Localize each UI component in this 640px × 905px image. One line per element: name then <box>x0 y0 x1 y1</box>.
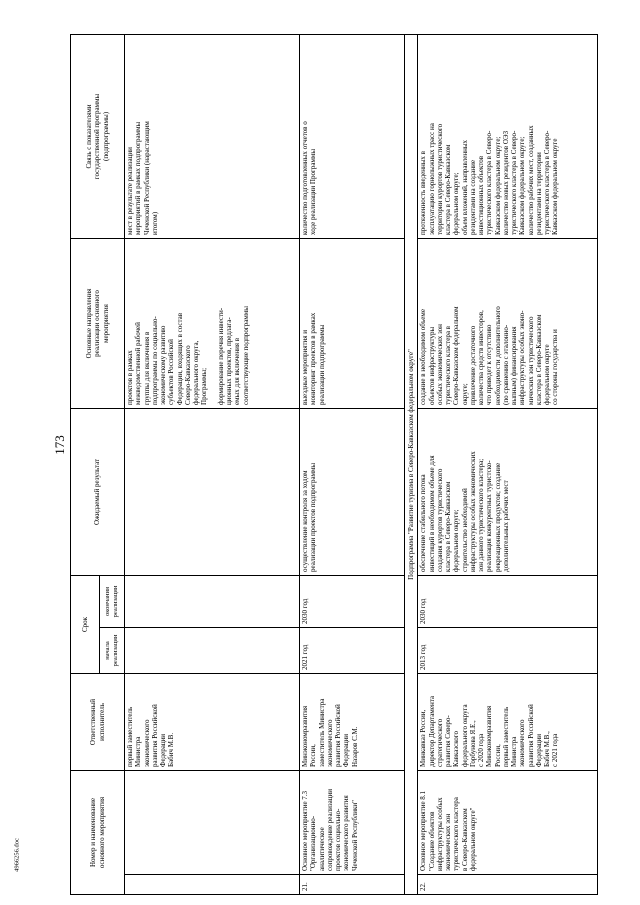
subprogram-heading: Подпрограмма "Развитие туризма в Северо-Кавказском федеральном округе" <box>405 34 418 894</box>
row-number <box>125 875 300 895</box>
header-num-name: Номер и наименование основного мероприятия <box>71 771 125 895</box>
table-row <box>300 34 405 894</box>
table-row <box>418 34 598 894</box>
header-directions: Основные направления реализации основного мероприятия <box>71 238 125 408</box>
end-cell: 2030 год <box>300 575 405 627</box>
start-cell: 2013 год <box>418 628 598 674</box>
document-id: 4966256.doc <box>13 838 21 872</box>
start-cell: 2021 год <box>300 628 405 674</box>
directions-cell: выездные мероприятия и мониторинг проектов в рамках реализации подпрограммы <box>300 238 405 408</box>
directions-cell: проектов в рамках межведомственной рабочей группы для включения в подпрограммы по социально- экономическому развитию субъектов Российской Федерации, входящих в состав Северо-Кавказского федерального округа, Программы; формирование перечня инвести- ционных проектов, предлага- емых для включения в соответствующие подпрограммы <box>125 238 300 408</box>
header-row <box>71 34 100 894</box>
subprogram-row <box>405 34 418 894</box>
directions-cell: создание в необходимом объеме объектов инфраструктуры особых экономических зон туристического кластера в Северо-Кавказском федеральном округе; привлечение достаточного количества средств инвесторов, что приведет к отсутствию необходимости дополнительного (по сравнению с эталонно- выпным) финансирования инфраструктуры особых эконо- мических зон туристического кластера в Северо-Кавказском федеральном округе со стороны государства и <box>418 238 598 408</box>
activities-table <box>70 34 598 895</box>
header-end: окончания реализации <box>100 575 125 627</box>
page-number: 173 <box>52 435 67 455</box>
start-cell <box>125 628 300 674</box>
end-cell: 2030 год <box>418 575 598 627</box>
activity-name: Основное мероприятие 7.3 "Организационно- аналитическое сопровождение реализации проектов социально- экономического развития Чеченской Республики" <box>300 771 405 875</box>
table-row <box>125 34 300 894</box>
end-cell <box>125 575 300 627</box>
header-result: Ожидаемый результат <box>71 408 125 575</box>
row-number: 21. <box>300 875 405 895</box>
header-link: Связь с показателями государственной программы (подпрограммы) <box>71 34 125 238</box>
result-cell: обеспечение стабильного потока инвестиций в необходимом объеме для создания курортов туристического кластера в Северо-Кавказском федеральном округе; строительство необходимой инфраструктуры особых экономических зон данного туристического кластера; реализация конкурентных туристско- рекреационных продуктов; создание дополнительных рабочих мест <box>418 408 598 575</box>
link-cell: протяженность введенных в эксплуатацию горнолыжных трасс на территории курортов туристического кластера в Северо-Кавказском федеральном округе; объем вложений, направленных резидентами на создание инвестиционных объектов туристического кластера в Северо- Кавказском федеральном округе; количество новых резидентов ОЭЗ туристического кластера в Северо- Кавказском федеральном округе; количество рабочих мест, созданных резидентами на территории туристического кластера в Северо- Кавказском федеральном округе <box>418 34 598 238</box>
header-start: начала реализации <box>100 628 125 674</box>
executor-cell: первый заместитель Министра экономического развития Российской Федерации Бабич М.В. <box>125 674 300 771</box>
header-term: Срок <box>71 575 100 673</box>
link-cell: мест в результате реализации мероприятий в рамках подпрограммы Чеченской Республики (нарастающим итогом) <box>125 34 300 238</box>
rotated-page-content <box>70 35 590 895</box>
result-cell <box>125 408 300 575</box>
header-executor: Ответственный исполнитель <box>71 674 125 771</box>
result-cell: осуществление контроля за ходом реализации проектов подпрограммы <box>300 408 405 575</box>
activity-name <box>125 771 300 875</box>
row-number: 22. <box>418 875 598 895</box>
activity-name: Основное мероприятие 8.1 "Создание объектов инфраструктуры особых экономических зон туристического кластера в Северо-Кавказском федеральном округе" <box>418 771 598 875</box>
executor-cell: Минэкономразвития России, заместитель Министра экономического развития Российской Федерации Назаров С.М. <box>300 674 405 771</box>
link-cell: количество подготовленных отчетов о ходе реализации Программы <box>300 34 405 238</box>
executor-cell: Минкавказ России, директор Департамента стратегического развития Северо- Кавказского федерального округа Горбунова Я.Е., с 2020 года Минэкономразвития России, первый заместитель Министра экономического развития Российской Федерации Бабич М.В., с 2021 года <box>418 674 598 771</box>
